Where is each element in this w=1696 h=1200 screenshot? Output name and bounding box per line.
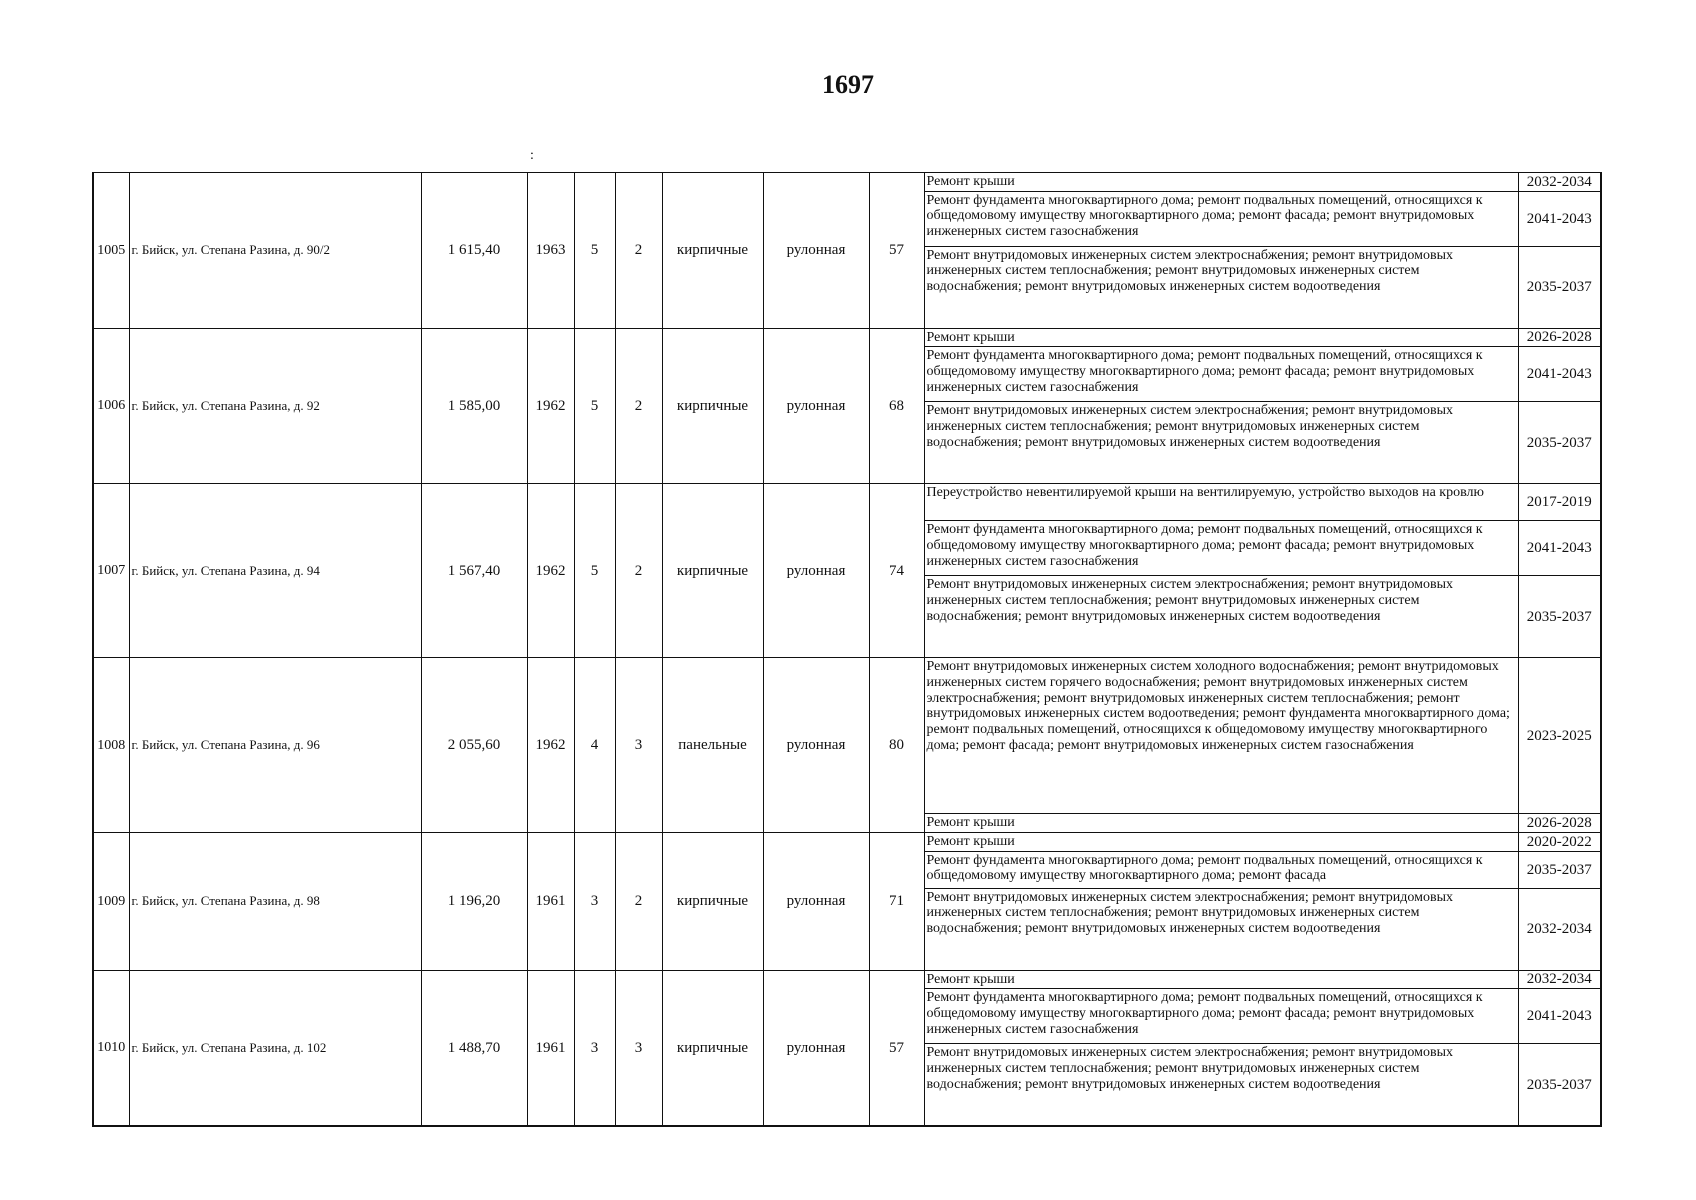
- house-entrances: 2: [615, 328, 662, 484]
- repair-work-description: Ремонт фундамента многоквартирного дома; ремонт подвальных помещений, относящихся к общедомовому имуществу многоквартирного дома; ремонт фасада; ремонт внутридомовых инженерных систем газоснабжения: [924, 191, 1518, 246]
- house-wear-percent: 71: [869, 833, 924, 971]
- repair-work-description: Ремонт крыши: [924, 328, 1518, 347]
- house-area: 1 488,70: [421, 970, 527, 1126]
- scan-mark: :: [530, 148, 534, 163]
- table-row: [93, 833, 1601, 852]
- repair-work-description: Ремонт фундамента многоквартирного дома; ремонт подвальных помещений, относящихся к общедомовому имуществу многоквартирного дома; ремонт фасада; ремонт внутридомовых инженерных систем газоснабжения: [924, 347, 1518, 402]
- repair-work-description: Ремонт внутридомовых инженерных систем электроснабжения; ремонт внутридомовых инженерных систем теплоснабжения; ремонт внутридомовых инженерных систем водоснабжения; ремонт внутридомовых инженерных систем водоотведения: [924, 246, 1518, 328]
- repair-period: 2041-2043: [1518, 989, 1601, 1044]
- house-year: 1961: [527, 833, 574, 971]
- house-address: г. Бийск, ул. Степана Разина, д. 96: [129, 658, 421, 833]
- repair-work-description: Переустройство невентилируемой крыши на вентилируемую, устройство выходов на кровлю: [924, 484, 1518, 521]
- repair-work-description: Ремонт крыши: [924, 970, 1518, 989]
- table-row: [93, 970, 1601, 989]
- repair-work-description: Ремонт фундамента многоквартирного дома; ремонт подвальных помещений, относящихся к общедомовому имуществу многоквартирного дома; ремонт фасада; ремонт внутридомовых инженерных систем газоснабжения: [924, 989, 1518, 1044]
- repair-work-description: Ремонт крыши: [924, 814, 1518, 833]
- table-row: [93, 173, 1601, 192]
- house-number: 1010: [93, 970, 129, 1126]
- house-wall-material: кирпичные: [662, 173, 763, 329]
- repair-work-description: Ремонт фундамента многоквартирного дома; ремонт подвальных помещений, относящихся к общедомовому имуществу многоквартирного дома; ремонт фасада: [924, 851, 1518, 888]
- repair-period: 2041-2043: [1518, 191, 1601, 246]
- repair-work-description: Ремонт внутридомовых инженерных систем электроснабжения; ремонт внутридомовых инженерных систем теплоснабжения; ремонт внутридомовых инженерных систем водоснабжения; ремонт внутридомовых инженерных систем водоотведения: [924, 576, 1518, 658]
- house-area: 1 615,40: [421, 173, 527, 329]
- repair-period: 2035-2037: [1518, 246, 1601, 328]
- repair-period: 2035-2037: [1518, 851, 1601, 888]
- house-number: 1005: [93, 173, 129, 329]
- house-area: 1 585,00: [421, 328, 527, 484]
- house-roof-type: рулонная: [763, 173, 869, 329]
- repair-period: 2026-2028: [1518, 328, 1601, 347]
- repair-period: 2041-2043: [1518, 347, 1601, 402]
- house-area: 1 567,40: [421, 484, 527, 658]
- house-address: г. Бийск, ул. Степана Разина, д. 98: [129, 833, 421, 971]
- repair-period: 2032-2034: [1518, 173, 1601, 192]
- repair-period: 2035-2037: [1518, 576, 1601, 658]
- house-wall-material: кирпичные: [662, 484, 763, 658]
- repair-period: 2035-2037: [1518, 1044, 1601, 1126]
- house-number: 1006: [93, 328, 129, 484]
- repair-period: 2017-2019: [1518, 484, 1601, 521]
- table-row: [93, 484, 1601, 521]
- house-address: г. Бийск, ул. Степана Разина, д. 94: [129, 484, 421, 658]
- repair-work-description: Ремонт крыши: [924, 173, 1518, 192]
- repair-period: 2032-2034: [1518, 888, 1601, 970]
- repair-work-description: Ремонт крыши: [924, 833, 1518, 852]
- house-wear-percent: 57: [869, 970, 924, 1126]
- house-entrances: 3: [615, 658, 662, 833]
- house-roof-type: рулонная: [763, 833, 869, 971]
- house-entrances: 2: [615, 173, 662, 329]
- house-floors: 4: [574, 658, 615, 833]
- house-wall-material: кирпичные: [662, 328, 763, 484]
- house-address: г. Бийск, ул. Степана Разина, д. 90/2: [129, 173, 421, 329]
- repair-work-description: Ремонт фундамента многоквартирного дома; ремонт подвальных помещений, относящихся к общедомовому имуществу многоквартирного дома; ремонт фасада; ремонт внутридомовых инженерных систем газоснабжения: [924, 521, 1518, 576]
- house-address: г. Бийск, ул. Степана Разина, д. 92: [129, 328, 421, 484]
- repair-period: 2023-2025: [1518, 658, 1601, 814]
- house-area: 2 055,60: [421, 658, 527, 833]
- house-roof-type: рулонная: [763, 658, 869, 833]
- repair-work-description: Ремонт внутридомовых инженерных систем электроснабжения; ремонт внутридомовых инженерных систем теплоснабжения; ремонт внутридомовых инженерных систем водоснабжения; ремонт внутридомовых инженерных систем водоотведения: [924, 888, 1518, 970]
- house-number: 1007: [93, 484, 129, 658]
- house-year: 1962: [527, 328, 574, 484]
- house-number: 1009: [93, 833, 129, 971]
- house-entrances: 2: [615, 484, 662, 658]
- house-roof-type: рулонная: [763, 328, 869, 484]
- house-wear-percent: 80: [869, 658, 924, 833]
- housing-repair-table: [92, 172, 1602, 1127]
- house-number: 1008: [93, 658, 129, 833]
- house-wall-material: панельные: [662, 658, 763, 833]
- repair-period: 2026-2028: [1518, 814, 1601, 833]
- house-area: 1 196,20: [421, 833, 527, 971]
- house-floors: 5: [574, 328, 615, 484]
- table-row: [93, 658, 1601, 814]
- house-wall-material: кирпичные: [662, 970, 763, 1126]
- house-wear-percent: 57: [869, 173, 924, 329]
- page-number: 1697: [822, 70, 874, 99]
- repair-period: 2041-2043: [1518, 521, 1601, 576]
- house-wear-percent: 68: [869, 328, 924, 484]
- table-row: [93, 328, 1601, 347]
- house-entrances: 3: [615, 970, 662, 1126]
- house-year: 1963: [527, 173, 574, 329]
- repair-work-description: Ремонт внутридомовых инженерных систем электроснабжения; ремонт внутридомовых инженерных систем теплоснабжения; ремонт внутридомовых инженерных систем водоснабжения; ремонт внутридомовых инженерных систем водоотведения: [924, 1044, 1518, 1126]
- house-year: 1962: [527, 484, 574, 658]
- house-floors: 5: [574, 484, 615, 658]
- house-floors: 5: [574, 173, 615, 329]
- repair-period: 2020-2022: [1518, 833, 1601, 852]
- house-wear-percent: 74: [869, 484, 924, 658]
- house-roof-type: рулонная: [763, 970, 869, 1126]
- house-entrances: 2: [615, 833, 662, 971]
- house-wall-material: кирпичные: [662, 833, 763, 971]
- repair-period: 2032-2034: [1518, 970, 1601, 989]
- house-floors: 3: [574, 970, 615, 1126]
- repair-period: 2035-2037: [1518, 402, 1601, 484]
- house-year: 1962: [527, 658, 574, 833]
- house-floors: 3: [574, 833, 615, 971]
- house-address: г. Бийск, ул. Степана Разина, д. 102: [129, 970, 421, 1126]
- table-body: [93, 173, 1601, 1126]
- house-roof-type: рулонная: [763, 484, 869, 658]
- repair-work-description: Ремонт внутридомовых инженерных систем электроснабжения; ремонт внутридомовых инженерных систем теплоснабжения; ремонт внутридомовых инженерных систем водоснабжения; ремонт внутридомовых инженерных систем водоотведения: [924, 402, 1518, 484]
- repair-work-description: Ремонт внутридомовых инженерных систем холодного водоснабжения; ремонт внутридомовых инженерных систем горячего водоснабжения; ремонт внутридомовых инженерных систем электроснабжения; ремонт внутридомовых инженерных систем теплоснабжения; ремонт внутридомовых инженерных систем водоотведения; ремонт фундамента многоквартирного дома; ремонт подвальных помещений, относящихся к общедомовому имуществу многоквартирного дома; ремонт фасада; ремонт внутридомовых инженерных систем газоснабжения: [924, 658, 1518, 814]
- house-year: 1961: [527, 970, 574, 1126]
